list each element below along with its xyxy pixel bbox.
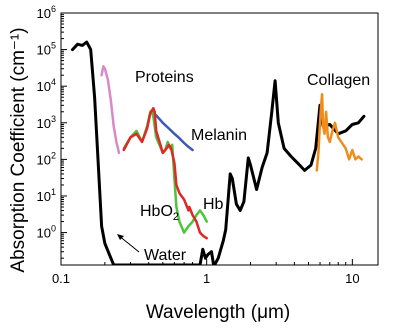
y-tick-label: $10^5$ (36, 40, 56, 58)
collagen-label: Collagen (307, 72, 371, 89)
x-tick-label: 0.1 (51, 271, 71, 286)
y-tick-label: $10^6$ (36, 4, 56, 21)
y-tick-label: $10^0$ (36, 223, 56, 241)
proteins-series-line (102, 66, 119, 153)
y-tick-label: $10^1$ (36, 186, 56, 204)
proteins-label: Proteins (135, 69, 194, 86)
y-axis-ticks (37, 4, 67, 258)
melanin-label: Melanin (191, 127, 248, 144)
hbo2-label: HbO$_2$ (140, 203, 180, 223)
water-label: Water (144, 247, 187, 264)
x-axis-ticks (52, 259, 360, 286)
y-tick-label: $10^4$ (36, 77, 56, 95)
x-tick-label: 10 (345, 271, 360, 286)
y-axis-title: Absorption Coefficient (cm⁻¹) (8, 27, 29, 273)
y-tick-label: $10^3$ (36, 113, 56, 131)
hb-label: Hb (203, 196, 224, 213)
y-tick-label: $10^2$ (36, 150, 56, 168)
x-tick-label: 1 (203, 271, 211, 286)
x-axis-title: Wavelength (μm) (145, 302, 291, 323)
